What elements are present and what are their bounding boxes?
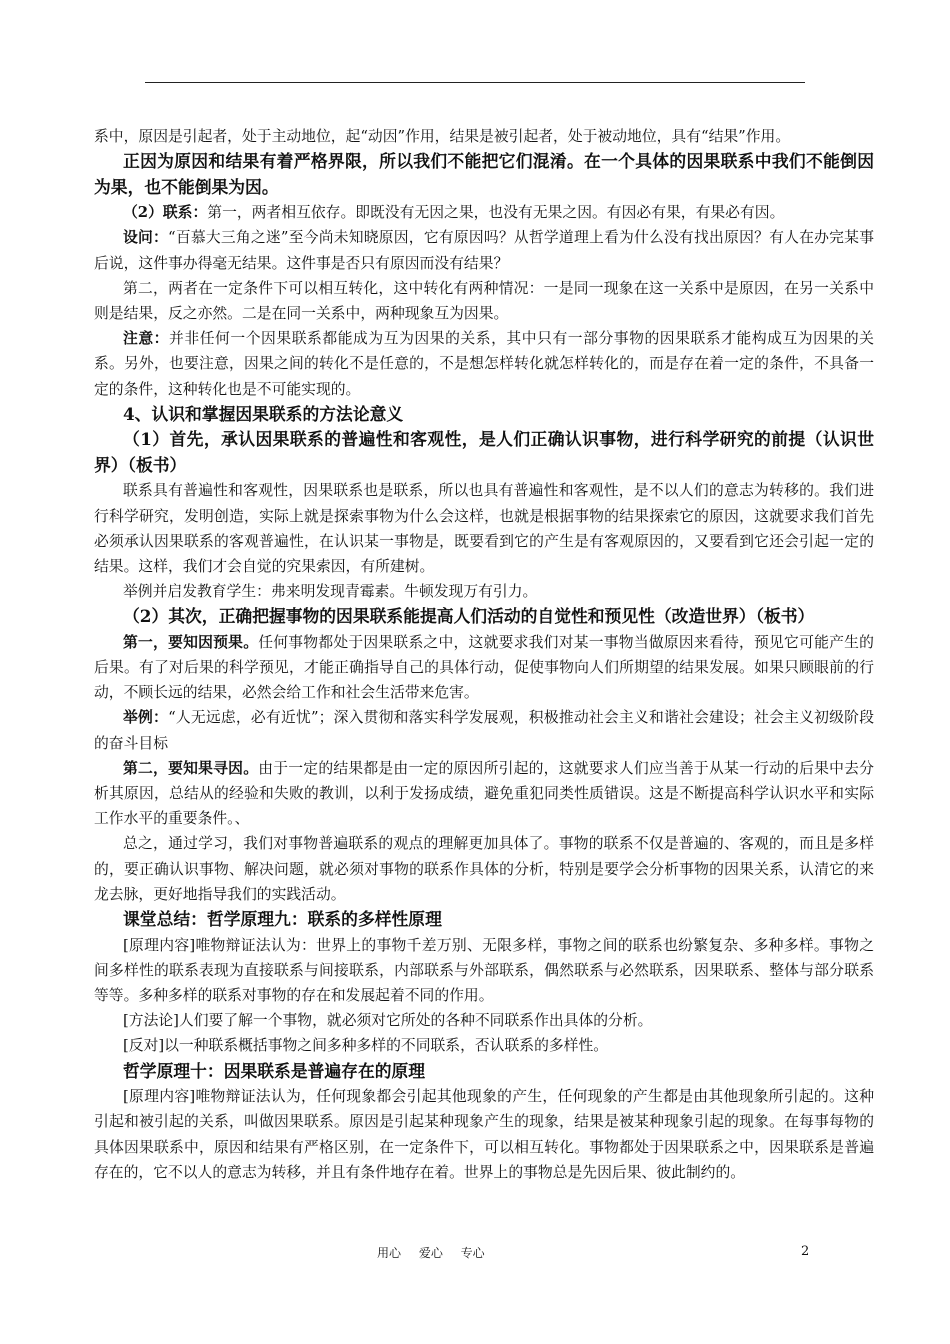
subheading-second: （2）其次，正确把握事物的因果联系能提高人们活动的自觉性和预见性（改造世界）（板书） [123,606,815,627]
page-footer [0,1244,950,1268]
principle-nine-content: [原理内容]唯物辩证法认为：世界上的事物千差万别、无限多样，事物之间的联系也纷繁复杂、多种多样。事物之间多样性的联系表现为直接联系与间接联系，内部联系与外部联系，偶然联系与必然联系，因果联系、整体与部分联系等等。多种多样的联系对事物的存在和发展起着不同的作用。 [94,936,874,1004]
know-effect-heading: 第二，要知果寻因。 [123,759,259,777]
paragraph-second: 第二，两者在一定条件下可以相互转化，这中转化有两种情况：一是同一现象在这一关系中是原因，在另一关系中则是结果，反之亦然。二是在同一关系中，两种现象互为因果。 [94,279,874,323]
paragraph-universality: 联系具有普遍性和客观性，因果联系也是联系，所以也具有普遍性和客观性，是不以人们的意志为转移的。我们进行科学研究，发明创造，实际上就是探索事物为什么会这样，也就是根据事物的结果探索它的原因，这就要求我们首先必须承认因果联系的客观普遍性，在认识某一事物是，既要看到它的产生是有客观原因的，又要看到它还会引起一定的结果。这样，我们才会自觉的究果索因，有所建树。 [94,482,874,575]
header-rule [145,82,805,83]
paragraph-question: 设问：“百慕大三角之迷”至今尚未知晓原因，它有原因吗？从哲学道理上看为什么没有找出原因？有人在办完某事后说，这件事办得毫无结果。这件事是否只有原因而没有结果？ [94,229,874,272]
principle-nine-oppose: [反对]以一种联系概括事物之间多种多样的不同联系，否认联系的多样性。 [123,1037,609,1055]
paragraph-continuation: 系中，原因是引起者，处于主动地位，起“动因”作用，结果是被引起者，处于被动地位，具有“结果”作用。 [94,128,791,145]
paragraph-examples: 举例并启发教育学生：弗来明发现青霉素。牛顿发现万有引力。 [123,583,538,601]
question-label: 设问： [123,229,169,247]
section-heading-4: 4、认识和掌握因果联系的方法论意义 [123,403,404,424]
page-number: 2 [801,1244,810,1259]
class-summary-heading: 课堂总结：哲学原理九：联系的多样性原理 [123,909,442,930]
document-body [94,124,874,1185]
paragraph-example: 举例：“人无远虑，必有近忧”；深入贯彻和落实科学发展观，积极推动社会主义和谐社会建设；社会主义初级阶段的奋斗目标 [94,709,874,752]
paragraph-link: （2）联系：第一，两者相互依存。即既没有无因之果，也没有无果之因。有因必有果，有果必有因。 [123,204,785,222]
paragraph-know-cause: 第一，要知因预果。任何事物都处于因果联系之中，这就要求我们对某一事物当做原因来看待，预见它可能产生的后果。有了对后果的科学预见，才能正确指导自己的具体行动，促使事物向人们所期望的结果发展。如果只顾眼前的行动，不顾长远的结果，必然会给工作和社会生活带来危害。 [94,633,874,702]
example-label: 举例： [123,709,169,727]
link-heading: （2）联系： [123,204,208,222]
footer-motto: 用心 爱心 专心 [377,1246,485,1260]
paragraph-know-effect: 第二，要知果寻因。由于一定的结果都是由一定的原因所引起的，这就要求人们应当善于从某一行动的后果中去分析其原因，总结从的经验和失败的教训，以利于发扬成绩，避免重犯同类性质错误。这是不断提高科学认识水平和实际工作水平的重要条件。、 [94,759,874,828]
principle-ten-heading: 哲学原理十：因果联系是普遍存在的原理 [123,1060,426,1081]
paragraph-summary: 总之，通过学习，我们对事物普遍联系的观点的理解更加具体了。事物的联系不仅是普遍的、客观的，而且是多样的，要正确认识事物、解决问题，就必须对事物的联系作具体的分析，特别是要学会分析事物的因果关系，认清它的来龙去脉，更好地指导我们的实践活动。 [94,835,874,903]
subheading-first: （1）首先，承认因果联系的普遍性和客观性，是人们正确认识事物，进行科学研究的前提（认识世界）（板书） [94,429,874,475]
note-label: 注意： [123,330,170,348]
principle-ten-content: [原理内容]唯物辩证法认为，任何现象都会引起其他现象的产生，任何现象的产生都是由其他现象所引起的。这种引起和被引起的关系，叫做因果联系。原因是引起某种现象产生的现象，结果是被某种现象引起的现象。在每事每物的具体因果联系中，原因和结果有严格区别，在一定条件下，可以相互转化。事物都处于因果联系之中，因果联系是普遍存在的，它不以人的意志为转移，并且有条件地存在着。世界上的事物总是先因后果、彼此制约的。 [94,1088,874,1181]
paragraph-emphasis: 正因为原因和结果有着严格界限，所以我们不能把它们混淆。在一个具体的因果联系中我们不能倒因为果，也不能倒果为因。 [94,151,874,197]
paragraph-note: 注意：并非任何一个因果联系都能成为互为因果的关系，其中只有一部分事物的因果联系才能构成互为因果的关系。另外，也要注意，因果之间的转化不是任意的，不是想怎样转化就怎样转化的，而是存在着一定的条件，不具备一定的条件，这种转化也是不可能实现的。 [94,330,874,398]
know-cause-heading: 第一，要知因预果。 [123,633,259,651]
principle-nine-method: [方法论]人们要了解一个事物，就必须对它所处的各种不同联系作出具体的分析。 [123,1012,653,1030]
